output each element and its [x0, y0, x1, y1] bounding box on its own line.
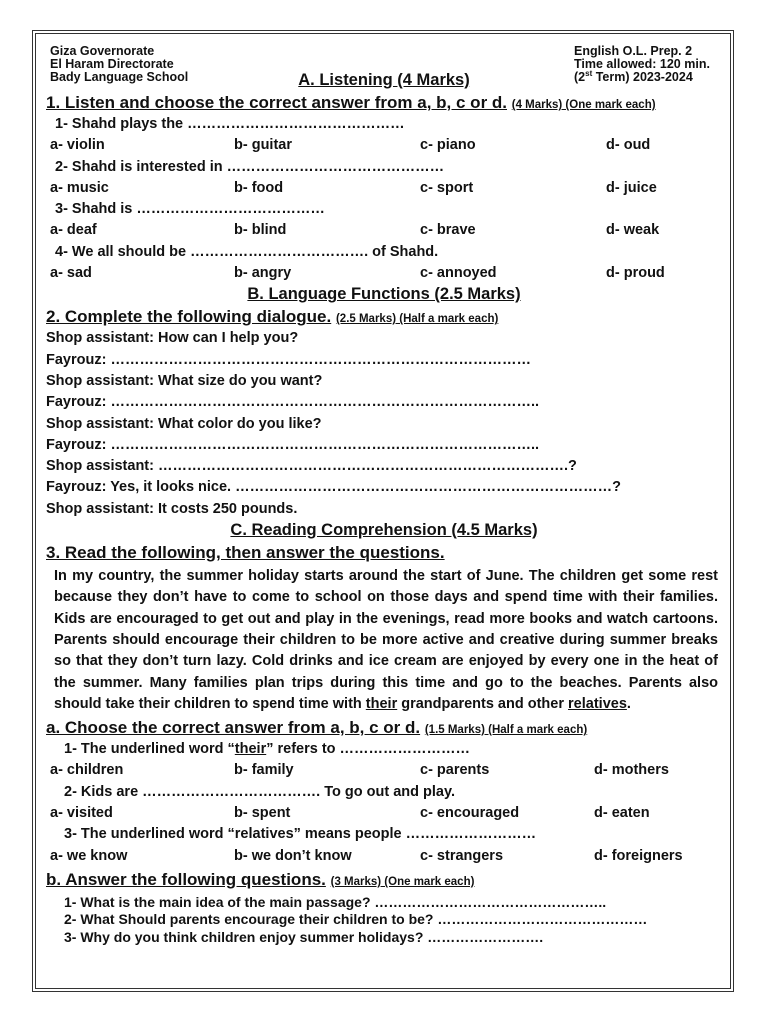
dialogue-line: Shop assistant: How can I help you? [46, 330, 299, 347]
option-b: b- guitar [234, 137, 292, 154]
time-allowed: Time allowed: 120 min. [574, 57, 710, 71]
school-name: Bady Language School [50, 70, 189, 84]
option-a: a- violin [50, 137, 105, 154]
governorate: Giza Governorate [50, 44, 155, 58]
q1-item-2-stem: 2- Shahd is interested in ……………………………………… [55, 158, 445, 175]
dialogue-line: Shop assistant: It costs 250 pounds. [46, 500, 298, 517]
option-d: d- juice [606, 179, 657, 196]
option-c: c- brave [420, 222, 476, 239]
question-3a-heading: a. Choose the correct answer from a, b, c or d. (1.5 Marks) (Half a mark each) [46, 718, 588, 738]
dialogue-answer-line: Fayrouz: …………………………………………………………………………….. [46, 394, 540, 411]
question-3b-heading: b. Answer the following questions. (3 Marks) (One mark each) [46, 869, 475, 889]
section-a-title: A. Listening (4 Marks) [298, 71, 470, 89]
option-a: a- music [50, 179, 109, 196]
q3b-question-1: 1- What is the main idea of the main passage? ………………………………………….. [64, 893, 607, 910]
option-a: a- we know [50, 847, 128, 864]
option-c: c- encouraged [420, 805, 520, 822]
option-a: a- children [50, 762, 124, 779]
q1-item-3-stem: 3- Shahd is ………………………………… [55, 201, 325, 218]
subject: English O.L. Prep. 2 [574, 44, 693, 58]
q1-item-4-stem: 4- We all should be ………………………………. of Shahd. [55, 243, 439, 260]
dialogue-answer-line: Fayrouz: …………………………………………………………………………….. [46, 436, 540, 453]
option-d: d- weak [606, 222, 660, 239]
reading-passage: In my country, the summer holiday starts around the start of June. The children get some rest because they don’t have to come to school on those days and spend time with their families. Kids are encouraged to get out and play in the evenings, read more books and watch cartoons. Parents should encourage their children to be more active and creative during summer breaks so that they don’t turn lazy. Cold drinks and ice cream are enjoyed by every one in the heat of the summer. Many families plan trips during this time and go to the beaches. Parents also should take their children to spend time with their grandparents and other relatives. [54, 568, 718, 712]
exam-page-frame [32, 30, 734, 992]
q1-item-2-options [46, 178, 722, 199]
q3a-item-2-stem: 2- Kids are ………………………………. To go out and play. [64, 783, 455, 800]
q1-item-1-options [46, 135, 722, 156]
option-c: c- piano [420, 137, 476, 154]
option-c: c- annoyed [420, 265, 497, 282]
option-d: d- foreigners [594, 847, 683, 864]
q3b-question-2: 2- What Should parents encourage their children to be? ……………………………………… [64, 911, 648, 928]
option-b: b- blind [234, 222, 287, 239]
q3a-item-2-options [46, 803, 722, 824]
question-2-heading: 2. Complete the following dialogue. (2.5 Marks) (Half a mark each) [46, 307, 499, 327]
option-b: b- we don’t know [234, 847, 352, 864]
q1-item-4-options [46, 263, 722, 284]
option-b: b- angry [234, 265, 292, 282]
option-c: c- strangers [420, 847, 504, 864]
section-b-title: B. Language Functions (2.5 Marks) [247, 285, 521, 304]
dialogue-answer-line: Fayrouz: …………………………………………………………………………… [46, 351, 531, 368]
exam-content [46, 40, 722, 946]
option-a: a- deaf [50, 222, 97, 239]
q1-item-1-stem: 1- Shahd plays the ……………………………………… [55, 116, 405, 132]
q3a-item-3-stem: 3- The underlined word “relatives” means people ……………………… [64, 826, 537, 843]
exam-header [46, 40, 722, 89]
option-d: d- proud [606, 265, 665, 282]
q3a-item-1-options [46, 760, 722, 781]
dialogue-line: Shop assistant: What size do you want? [46, 372, 323, 389]
option-b: b- family [234, 762, 294, 779]
q3a-item-3-options [46, 846, 722, 867]
option-a: a- sad [50, 265, 92, 282]
option-b: b- spent [234, 805, 291, 822]
dialogue-answer-line: Fayrouz: Yes, it looks nice. ……………………………………………………………………? [46, 479, 621, 496]
dialogue-answer-line: Shop assistant: ………………………………………………………………………….? [46, 458, 577, 475]
q3b-question-3: 3- Why do you think children enjoy summer holidays? ……………………. [64, 928, 544, 945]
option-a: a- visited [50, 805, 113, 822]
directorate: El Haram Directorate [50, 57, 174, 71]
q1-item-3-options [46, 220, 722, 241]
dialogue-line: Shop assistant: What color do you like? [46, 415, 322, 432]
term: (2st Term) 2023-2024 [574, 68, 693, 84]
option-d: d- oud [606, 137, 651, 154]
option-d: d- eaten [594, 805, 650, 822]
q3a-item-1-stem: 1- The underlined word “their” refers to ……………………… [64, 741, 471, 758]
question-3-heading: 3. Read the following, then answer the questions. [46, 543, 445, 563]
option-c: c- parents [420, 762, 490, 779]
option-d: d- mothers [594, 762, 669, 779]
question-1-heading: 1. Listen and choose the correct answer from a, b, c or d. (4 Marks) (One mark each) [46, 93, 656, 112]
option-b: b- food [234, 179, 284, 196]
section-c-title: C. Reading Comprehension (4.5 Marks) [230, 521, 538, 540]
option-c: c- sport [420, 179, 474, 196]
